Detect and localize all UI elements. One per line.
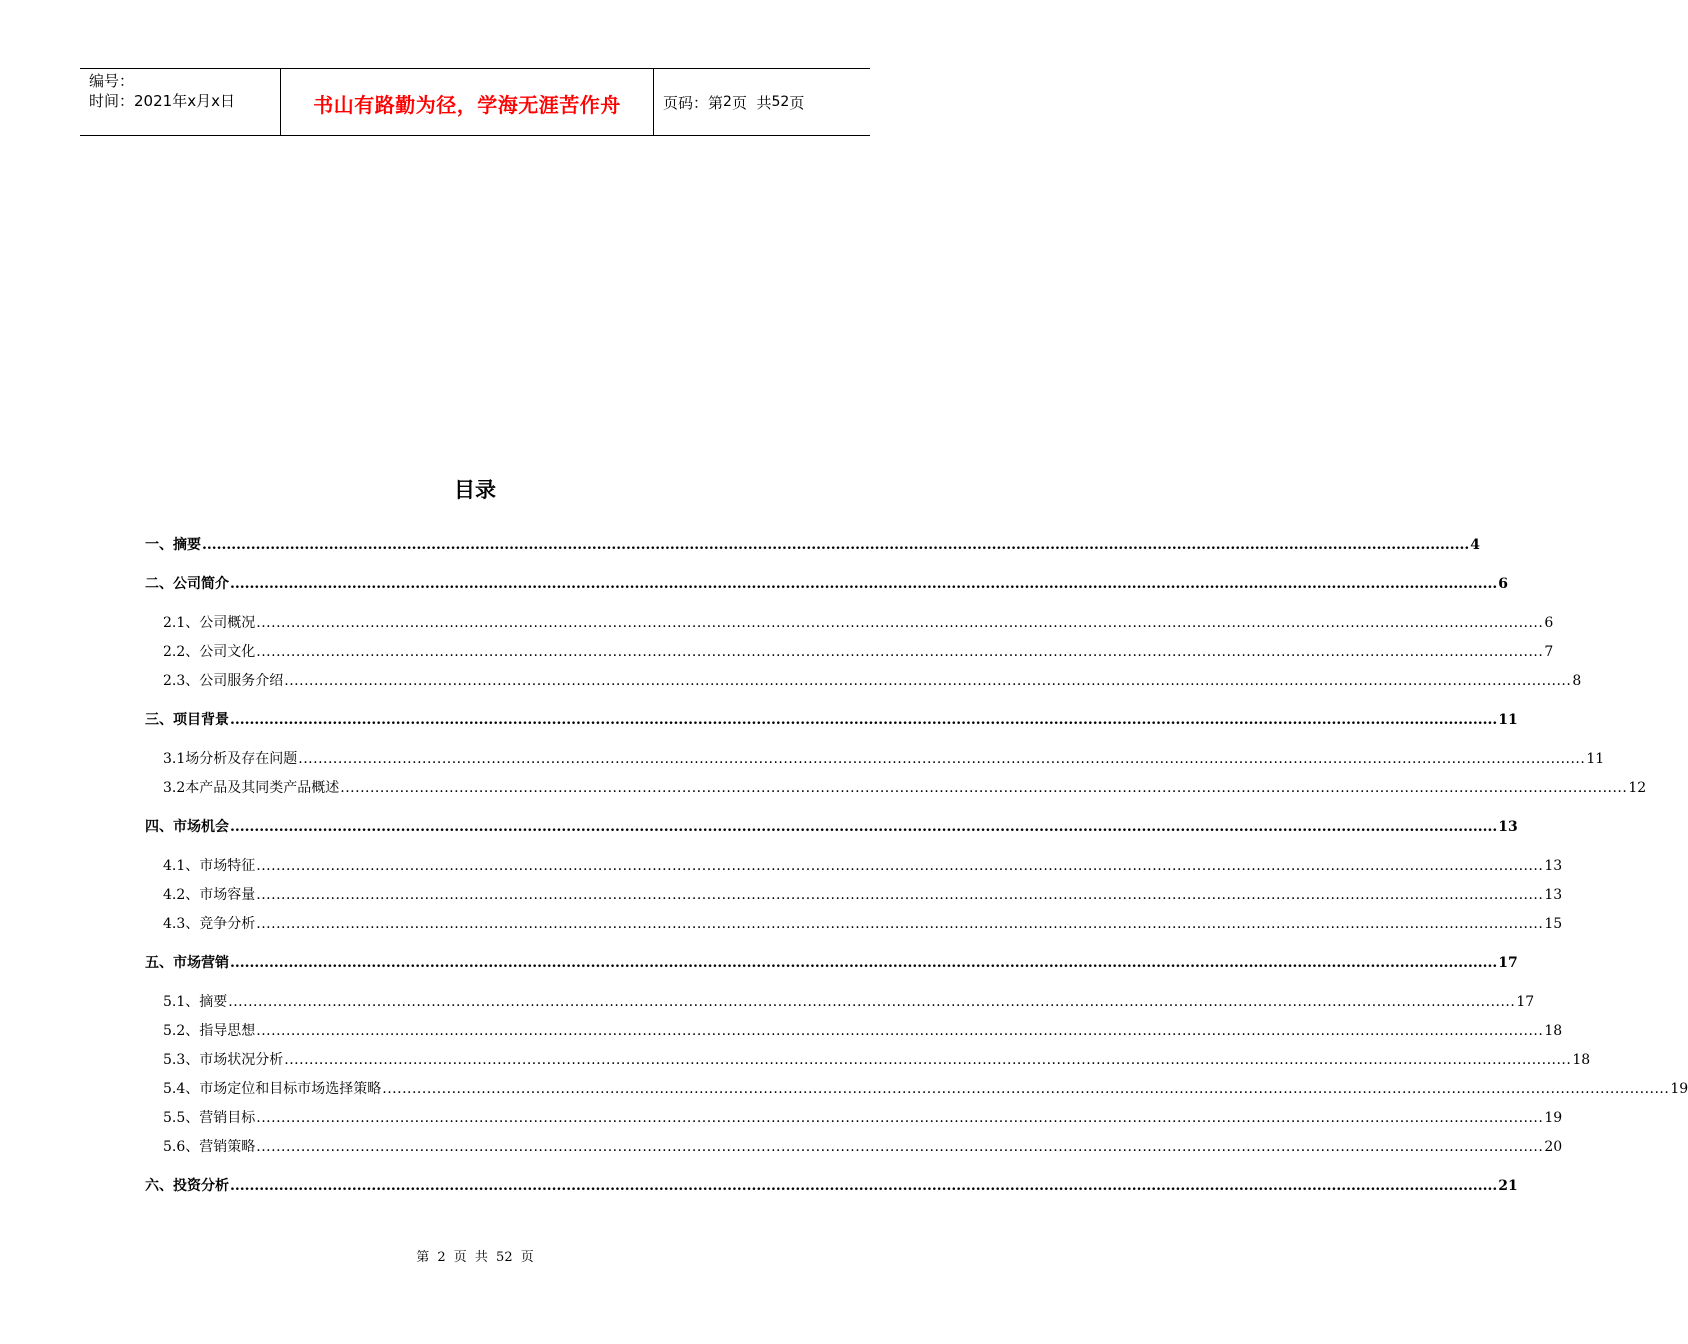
page-footer: 第 2 页 共 52 页	[416, 1250, 534, 1265]
toc-entry-label: 2.1、公司概况	[163, 615, 256, 631]
header-motto: 书山有路勤为径，学海无涯苦作舟	[313, 92, 621, 117]
toc-dot-leader: ....................................................................................................................................................................................................................................................................	[256, 1023, 1544, 1039]
toc-entry[interactable]	[163, 856, 1563, 876]
toc-entry[interactable]	[163, 1108, 1563, 1128]
toc-entry-page: 17	[1516, 994, 1535, 1010]
toc-entry[interactable]	[145, 574, 1508, 594]
toc-dot-leader: ....................................................................................................................................................................................................................................................................	[228, 994, 1516, 1010]
toc-entry-page: 11	[1498, 712, 1518, 728]
toc-entry-label: 3.1场分析及存在问题	[163, 751, 298, 767]
toc-entry-label: 5.3、市场状况分析	[163, 1052, 284, 1068]
page-header	[80, 68, 870, 136]
toc-entry[interactable]	[163, 1137, 1563, 1157]
toc-entry-page: 11	[1586, 751, 1605, 767]
toc-dot-leader: ....................................................................................................................................................................................................................................................................	[382, 1081, 1670, 1097]
toc-entry-label: 2.3、公司服务介绍	[163, 673, 284, 689]
toc-dot-leader: ....................................................................................................................................................................................................................................................................	[340, 780, 1628, 796]
toc-entry-label: 三、项目背景	[145, 712, 229, 728]
toc-entry[interactable]	[163, 613, 1554, 633]
toc-dot-leader: ....................................................................................................................................................................................................................................................................	[284, 1052, 1572, 1068]
toc-entry-label: 5.4、市场定位和目标市场选择策略	[163, 1081, 382, 1097]
toc-dot-leader: ....................................................................................................................................................................................................................................................................	[256, 887, 1544, 903]
toc-entry[interactable]	[163, 1021, 1563, 1041]
toc-dot-leader: ....................................................................................................................................................................................................................................................................	[230, 576, 1498, 592]
toc-entry-page: 13	[1498, 819, 1518, 835]
header-meta-cell	[80, 69, 281, 135]
toc-entry-label: 五、市场营销	[145, 955, 229, 971]
toc-dot-leader: ....................................................................................................................................................................................................................................................................	[298, 751, 1586, 767]
toc-dot-leader: ....................................................................................................................................................................................................................................................................	[230, 819, 1498, 835]
toc-dot-leader: ....................................................................................................................................................................................................................................................................	[230, 712, 1498, 728]
toc-dot-leader: ....................................................................................................................................................................................................................................................................	[230, 1178, 1498, 1194]
toc-entry-page: 6	[1544, 615, 1554, 631]
header-number-label: 编号：	[89, 72, 135, 90]
header-page-total: 52	[771, 94, 790, 110]
toc-entry-label: 5.2、指导思想	[163, 1023, 256, 1039]
header-time-prefix: 时间：	[89, 92, 135, 110]
toc-entry[interactable]	[163, 885, 1563, 905]
toc-dot-leader: ....................................................................................................................................................................................................................................................................	[256, 916, 1544, 932]
toc-entry[interactable]	[145, 535, 1480, 555]
toc-entry-page: 12	[1628, 780, 1647, 796]
toc-entry-page: 6	[1498, 576, 1508, 592]
toc-entry-label: 5.1、摘要	[163, 994, 228, 1010]
toc-entry-label: 一、摘要	[145, 537, 201, 553]
toc-dot-leader: ....................................................................................................................................................................................................................................................................	[256, 615, 1544, 631]
toc-entry[interactable]	[145, 710, 1518, 730]
toc-dot-leader: ....................................................................................................................................................................................................................................................................	[202, 537, 1470, 553]
toc-dot-leader: ....................................................................................................................................................................................................................................................................	[256, 644, 1544, 660]
toc-entry-page: 4	[1470, 537, 1480, 553]
toc-entry-page: 18	[1544, 1023, 1563, 1039]
header-page-mid: 页 共	[731, 93, 772, 112]
toc-entry-label: 四、市场机会	[145, 819, 229, 835]
toc-entry-label: 2.2、公司文化	[163, 644, 256, 660]
toc-dot-leader: ....................................................................................................................................................................................................................................................................	[256, 1139, 1544, 1155]
toc-entry[interactable]	[163, 992, 1535, 1012]
toc-entry-label: 3.2本产品及其同类产品概述	[163, 780, 340, 796]
toc-entry-page: 18	[1572, 1052, 1591, 1068]
toc-entry-page: 19	[1670, 1081, 1688, 1097]
toc-entry-label: 5.5、营销目标	[163, 1110, 256, 1126]
toc-entry[interactable]	[163, 749, 1605, 769]
toc-entry-label: 5.6、营销策略	[163, 1139, 256, 1155]
toc-entry[interactable]	[163, 671, 1582, 691]
toc-entry-label: 六、投资分析	[145, 1178, 229, 1194]
header-time-value: 2021年x月x日	[134, 92, 235, 110]
toc-entry[interactable]	[163, 1079, 1688, 1099]
toc-entry-page: 13	[1544, 887, 1563, 903]
toc-entry[interactable]	[145, 1176, 1518, 1196]
toc-entry-page: 17	[1498, 955, 1518, 971]
toc-entry-label: 4.3、竞争分析	[163, 916, 256, 932]
toc-entry-label: 4.1、市场特征	[163, 858, 256, 874]
toc-entry[interactable]	[145, 953, 1518, 973]
header-page-label: 页码：第	[663, 93, 724, 112]
header-motto-cell	[281, 69, 654, 135]
toc-entry-label: 4.2、市场容量	[163, 887, 256, 903]
toc-entry-page: 19	[1544, 1110, 1563, 1126]
toc-entry-page: 20	[1544, 1139, 1563, 1155]
toc-entry-page: 15	[1544, 916, 1563, 932]
header-time	[89, 91, 280, 111]
header-page-current: 2	[723, 94, 732, 110]
toc-entry-page: 13	[1544, 858, 1563, 874]
toc-entry-label: 二、公司简介	[145, 576, 229, 592]
toc-entry[interactable]	[163, 642, 1554, 662]
header-page-suffix: 页	[789, 93, 805, 112]
header-page-cell	[654, 69, 870, 135]
toc-entry[interactable]	[163, 778, 1647, 798]
toc-entry-page: 21	[1498, 1178, 1518, 1194]
toc-entry[interactable]	[163, 1050, 1591, 1070]
toc-title: 目录	[454, 478, 496, 502]
toc-dot-leader: ....................................................................................................................................................................................................................................................................	[256, 1110, 1544, 1126]
toc-entry[interactable]	[163, 914, 1563, 934]
toc-entry-page: 8	[1572, 673, 1582, 689]
toc-entry[interactable]	[145, 817, 1518, 837]
toc-dot-leader: ....................................................................................................................................................................................................................................................................	[230, 955, 1498, 971]
toc-dot-leader: ....................................................................................................................................................................................................................................................................	[284, 673, 1572, 689]
toc-entry-page: 7	[1544, 644, 1554, 660]
toc-dot-leader: ....................................................................................................................................................................................................................................................................	[256, 858, 1544, 874]
